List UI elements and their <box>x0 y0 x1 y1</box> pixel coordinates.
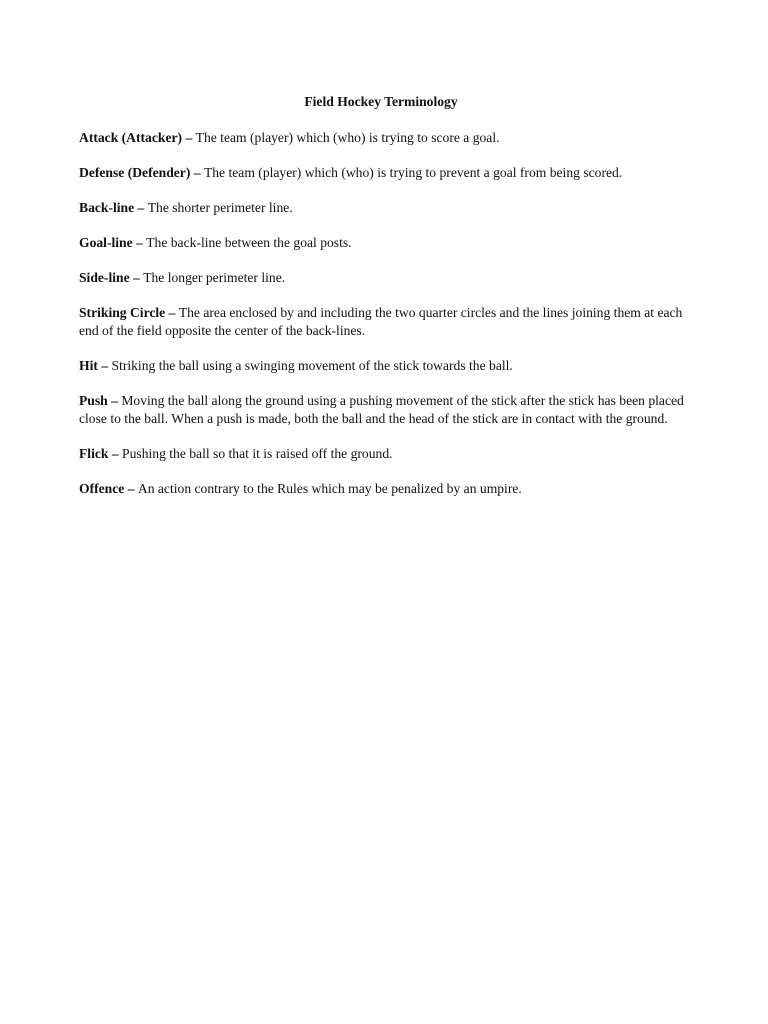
term-entry-push <box>79 392 691 428</box>
term-entry-flick <box>79 445 691 463</box>
term-definition: The area enclosed by and including the two quarter circles and the lines joining them at each end of the field opposite the center of the back-lines. <box>79 305 683 338</box>
term-entry-back-line <box>79 199 691 217</box>
term-separator: – <box>190 165 204 180</box>
term-entry-goal-line <box>79 234 691 252</box>
term-definition: The team (player) which (who) is trying to score a goal. <box>195 130 500 145</box>
terms-list <box>79 129 691 515</box>
term-separator: – <box>107 393 122 408</box>
term-separator: – <box>165 305 179 320</box>
term-separator: – <box>108 446 123 461</box>
term-name: Striking Circle <box>79 305 166 320</box>
term-definition: Pushing the ball so that it is raised off the ground. <box>122 446 393 461</box>
term-separator: – <box>182 130 196 145</box>
term-name: Flick <box>79 446 109 461</box>
term-definition: The team (player) which (who) is trying to prevent a goal from being scored. <box>203 165 623 180</box>
term-name: Offence <box>79 481 125 496</box>
term-entry-side-line <box>79 269 691 287</box>
term-separator: – <box>124 481 138 496</box>
term-entry-offence <box>79 480 691 498</box>
term-definition: The longer perimeter line. <box>143 270 286 285</box>
term-name: Defense (Defender) <box>79 165 191 180</box>
term-entry-hit <box>79 357 691 375</box>
term-definition: Moving the ball along the ground using a pushing movement of the stick after the stick has been placed close to the ball. When a push is made, both the ball and the head of the stick are in contact with the ground. <box>79 393 684 426</box>
term-definition: Striking the ball using a swinging movement of the stick towards the ball. <box>111 358 513 373</box>
term-separator: – <box>134 200 148 215</box>
term-separator: – <box>97 358 112 373</box>
term-entry-defense <box>79 164 691 182</box>
term-name: Goal-line <box>79 235 133 250</box>
term-name: Push <box>79 393 108 408</box>
term-definition: An action contrary to the Rules which may be penalized by an umpire. <box>137 481 522 496</box>
term-definition: The back-line between the goal posts. <box>146 235 352 250</box>
term-entry-attack <box>79 129 691 147</box>
term-name: Hit <box>79 358 98 373</box>
term-definition: The shorter perimeter line. <box>147 200 293 215</box>
document-title: Field Hockey Terminology <box>304 94 458 109</box>
term-name: Back-line <box>79 200 135 215</box>
term-separator: – <box>132 235 147 250</box>
term-entry-striking-circle <box>79 304 691 340</box>
term-name: Side-line <box>79 270 130 285</box>
term-name: Attack (Attacker) <box>79 130 183 145</box>
term-separator: – <box>129 270 144 285</box>
